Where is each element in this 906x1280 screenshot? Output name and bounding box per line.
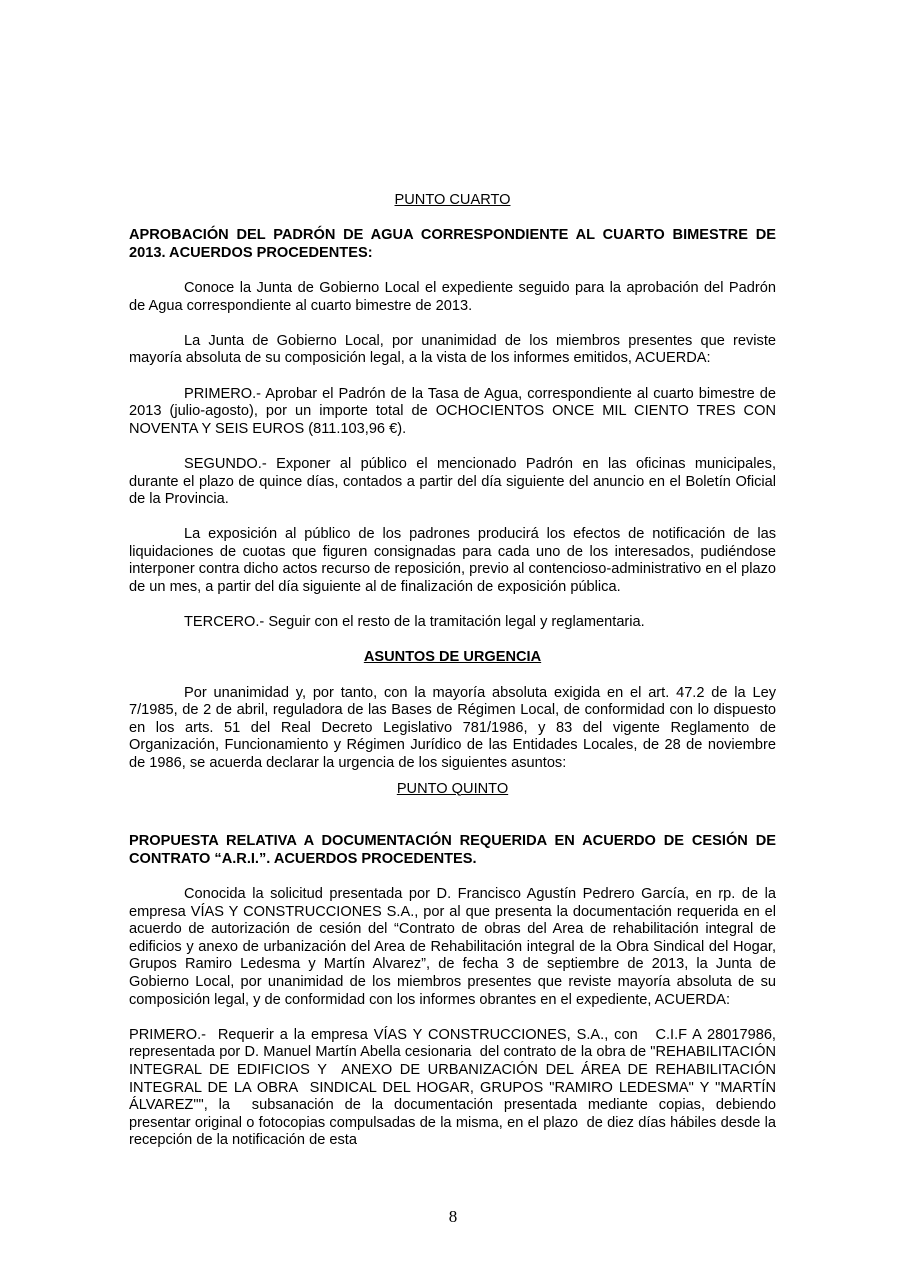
page-number: 8 (448, 1207, 458, 1226)
urgencia-paragraph: Por unanimidad y, por tanto, con la mayoría absoluta exigida en el art. 47.2 de la Ley 7/1985, de 2 de abril, reguladora de las Bases de Régimen Local, de conformidad con lo dispuesto en los arts. 51 del Real Decreto Legislativo 781/1986, y 83 del vigente Reglamento de Organización, Funcionamiento y Régimen Jurídico de las Entidades Locales, de 28 de noviembre de 1986, se acuerda declarar la urgencia de los siguientes asuntos: (129, 684, 776, 771)
punto-cuarto-title: APROBACIÓN DEL PADRÓN DE AGUA CORRESPONDIENTE AL CUARTO BIMESTRE DE 2013. ACUERDOS PROCEDENTES: (129, 227, 776, 261)
punto-cuarto-heading: PUNTO CUARTO (394, 192, 511, 208)
punto-quinto-primero: PRIMERO.- Requerir a la empresa VÍAS Y CONSTRUCCIONES, S.A., con C.I.F A 28017986, representada por D. Manuel Martín Abella cesionaria del contrato de la obra de "REHABILITACIÓN INTEGRAL DE EDIFICIOS Y ANEXO DE URBANIZACIÓN DEL ÁREA DE REHABILITACIÓN INTEGRAL DE LA OBRA SINDICAL DEL HOGAR, GRUPOS "RAMIRO LEDESMA" Y "MARTÍN ÁLVAREZ"", la subsanación de la documentación presentada mediante copias, debiendo presentar original o fotocopias compulsadas de la misma, en el plazo de diez días hábiles desde la recepción de la notificación de esta (129, 1026, 785, 1149)
urgencia-heading: ASUNTOS DE URGENCIA (363, 649, 542, 666)
punto-cuarto-segundo: SEGUNDO.- Exponer al público el mencionado Padrón en las oficinas municipales, durante el plazo de quince días, contados a partir del día siguiente del anuncio en el Boletín Oficial de la Provincia. (129, 455, 776, 508)
punto-quinto-title: PROPUESTA RELATIVA A DOCUMENTACIÓN REQUERIDA EN ACUERDO DE CESIÓN DE CONTRATO “A.R.I.”. ACUERDOS PROCEDENTES. (129, 833, 776, 867)
punto-cuarto-paragraph-1: Conoce la Junta de Gobierno Local el expediente seguido para la aprobación del Padrón de Agua correspondiente al cuarto bimestre de 2013. (129, 279, 776, 314)
punto-cuarto-tercero: TERCERO.- Seguir con el resto de la tramitación legal y reglamentaria. (184, 614, 645, 631)
punto-quinto-paragraph-1: Conocida la solicitud presentada por D. Francisco Agustín Pedrero García, en rp. de la empresa VÍAS Y CONSTRUCCIONES S.A., por al que presenta la documentación requerida en el acuerdo de autorización de cesión del “Contrato de obras del Area de rehabilitación integral de edificios y anexo de urbanización del Area de Rehabilitación integral de la Obra Sindical del Hogar, Grupos Ramiro Ledesma y Martín Alvarez”, de fecha 3 de septiembre de 2013, la Junta de Gobierno Local, por unanimidad de los miembros presentes que reviste mayoría absoluta de su composición legal, y de conformidad con los informes obrantes en el expediente, ACUERDA: (129, 885, 776, 1008)
punto-cuarto-paragraph-2: La Junta de Gobierno Local, por unanimidad de los miembros presentes que reviste mayoría absoluta de su composición legal, a la vista de los informes emitidos, ACUERDA: (129, 332, 776, 367)
document-page (129, 192, 785, 1150)
punto-quinto-heading: PUNTO QUINTO (396, 780, 509, 797)
punto-cuarto-paragraph-exposicion: La exposición al público de los padrones producirá los efectos de notificación de las liquidaciones de cuotas que figuren consignadas para cada uno de los interesados, pudiéndose interponer contra dicho actos recurso de reposición, previo al contencioso-administrativo en el plazo de un mes, a partir del día siguiente al de finalización de exposición pública. (129, 526, 776, 596)
punto-cuarto-primero: PRIMERO.- Aprobar el Padrón de la Tasa de Agua, correspondiente al cuarto bimestre de 2013 (julio-agosto), por un importe total de OCHOCIENTOS ONCE MIL CIENTO TRES CON NOVENTA Y SEIS EUROS (811.103,96 €). (129, 385, 776, 437)
